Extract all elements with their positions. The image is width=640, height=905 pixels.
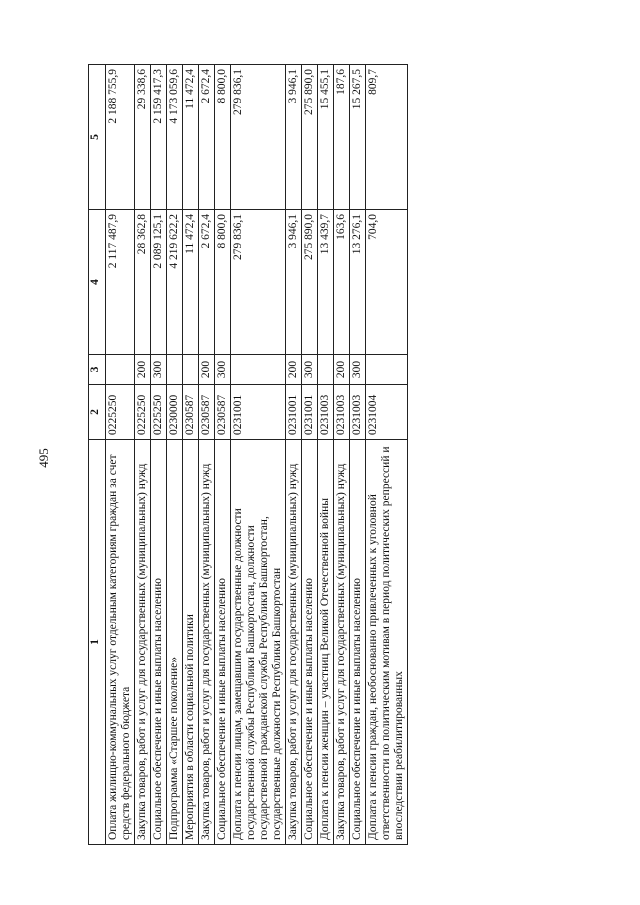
row-code-cell: 0231001: [302, 385, 318, 440]
table-body: [106, 65, 408, 845]
row-value-2015-cell: 8 800,0: [215, 65, 231, 210]
header-col-4: 4: [89, 210, 106, 355]
row-vr-cell: [106, 355, 135, 385]
row-vr-cell: 300: [350, 355, 366, 385]
row-value-2015-cell: 15 267,5: [350, 65, 366, 210]
row-code-cell: 0231003: [318, 385, 334, 440]
table-row: [135, 65, 151, 845]
row-code-cell: 0231001: [231, 385, 286, 440]
table-row: [350, 65, 366, 845]
budget-table-container: [88, 65, 558, 845]
row-vr-cell: 300: [215, 355, 231, 385]
row-code-cell: 0230587: [199, 385, 215, 440]
row-value-2014-cell: 4 219 622,2: [167, 210, 183, 355]
row-name-cell: Социальное обеспечение и иные выплаты населению: [302, 440, 318, 845]
row-name-cell: Доплата к пенсии женщин – участниц Великой Отечественной войны: [318, 440, 334, 845]
row-code-cell: 0225250: [135, 385, 151, 440]
table-row: [231, 65, 286, 845]
table-row: [366, 65, 408, 845]
row-name-cell: Закупка товаров, работ и услуг для государственных (муниципальных) нужд: [286, 440, 302, 845]
row-value-2014-cell: 163,6: [334, 210, 350, 355]
header-col-2: 2: [89, 385, 106, 440]
row-name-cell: Социальное обеспечение и иные выплаты населению: [215, 440, 231, 845]
row-value-2015-cell: 809,7: [366, 65, 408, 210]
row-value-2014-cell: 2 672,4: [199, 210, 215, 355]
row-name-cell: Закупка товаров, работ и услуг для государственных (муниципальных) нужд: [135, 440, 151, 845]
row-vr-cell: 200: [334, 355, 350, 385]
table-row: [167, 65, 183, 845]
table-row: [199, 65, 215, 845]
row-value-2015-cell: 2 672,4: [199, 65, 215, 210]
row-vr-cell: [366, 355, 408, 385]
row-vr-cell: [167, 355, 183, 385]
row-vr-cell: [231, 355, 286, 385]
row-vr-cell: 200: [199, 355, 215, 385]
row-value-2014-cell: 2 117 487,9: [106, 210, 135, 355]
row-name-cell: Закупка товаров, работ и услуг для государственных (муниципальных) нужд: [334, 440, 350, 845]
table-row: [151, 65, 167, 845]
row-vr-cell: [183, 355, 199, 385]
row-vr-cell: 200: [286, 355, 302, 385]
row-value-2014-cell: 8 800,0: [215, 210, 231, 355]
table-header-row: [89, 65, 106, 845]
row-value-2015-cell: 11 472,4: [183, 65, 199, 210]
table-row: [334, 65, 350, 845]
row-vr-cell: 200: [135, 355, 151, 385]
header-col-3: 3: [89, 355, 106, 385]
row-name-cell: Социальное обеспечение и иные выплаты населению: [151, 440, 167, 845]
row-code-cell: 0231001: [286, 385, 302, 440]
row-name-cell: Доплата к пенсии лицам, замещавшим государственные должности государственной службы Республики Башкортостан, должности государственной гражданской службы Республики Башкортостан, государственные должности Республики Башкортостан: [231, 440, 286, 845]
table-row: [106, 65, 135, 845]
row-code-cell: 0225250: [106, 385, 135, 440]
row-vr-cell: [318, 355, 334, 385]
row-value-2015-cell: 279 836,1: [231, 65, 286, 210]
row-value-2014-cell: 28 362,8: [135, 210, 151, 355]
row-value-2014-cell: 279 836,1: [231, 210, 286, 355]
row-name-cell: Закупка товаров, работ и услуг для государственных (муниципальных) нужд: [199, 440, 215, 845]
row-value-2014-cell: 2 089 125,1: [151, 210, 167, 355]
row-value-2014-cell: 275 890,0: [302, 210, 318, 355]
row-code-cell: 0230587: [215, 385, 231, 440]
row-value-2014-cell: 3 946,1: [286, 210, 302, 355]
row-code-cell: 0231003: [350, 385, 366, 440]
row-value-2014-cell: 13 439,7: [318, 210, 334, 355]
row-code-cell: 0225250: [151, 385, 167, 440]
row-value-2015-cell: 187,6: [334, 65, 350, 210]
row-code-cell: 0230587: [183, 385, 199, 440]
header-col-1: 1: [89, 440, 106, 845]
row-value-2015-cell: 2 159 417,3: [151, 65, 167, 210]
budget-table: [88, 64, 408, 845]
row-value-2015-cell: 29 338,6: [135, 65, 151, 210]
row-name-cell: Доплата к пенсии граждан, необоснованно привлеченных к уголовной ответственности по политическим мотивам в период политических репрессий и впоследствии реабилитированных: [366, 440, 408, 845]
row-value-2015-cell: 275 890,0: [302, 65, 318, 210]
table-row: [286, 65, 302, 845]
row-vr-cell: 300: [302, 355, 318, 385]
row-code-cell: 0231004: [366, 385, 408, 440]
row-name-cell: Мероприятия в области социальной политики: [183, 440, 199, 845]
row-value-2015-cell: 15 455,1: [318, 65, 334, 210]
row-name-cell: Подпрограмма «Старшее поколение»: [167, 440, 183, 845]
row-vr-cell: 300: [151, 355, 167, 385]
table-row: [215, 65, 231, 845]
row-name-cell: Социальное обеспечение и иные выплаты населению: [350, 440, 366, 845]
table-row: [183, 65, 199, 845]
row-code-cell: 0231003: [334, 385, 350, 440]
row-value-2015-cell: 4 173 059,6: [167, 65, 183, 210]
page-number: 495: [35, 448, 51, 468]
table-row: [318, 65, 334, 845]
row-name-cell: Оплата жилищно-коммунальных услуг отдельным категориям граждан за счет средств федерального бюджета: [106, 440, 135, 845]
row-value-2015-cell: 3 946,1: [286, 65, 302, 210]
table-row: [302, 65, 318, 845]
header-col-5: 5: [89, 65, 106, 210]
row-value-2015-cell: 2 188 755,9: [106, 65, 135, 210]
row-value-2014-cell: 11 472,4: [183, 210, 199, 355]
row-value-2014-cell: 13 276,1: [350, 210, 366, 355]
row-value-2014-cell: 704,0: [366, 210, 408, 355]
row-code-cell: 0230000: [167, 385, 183, 440]
